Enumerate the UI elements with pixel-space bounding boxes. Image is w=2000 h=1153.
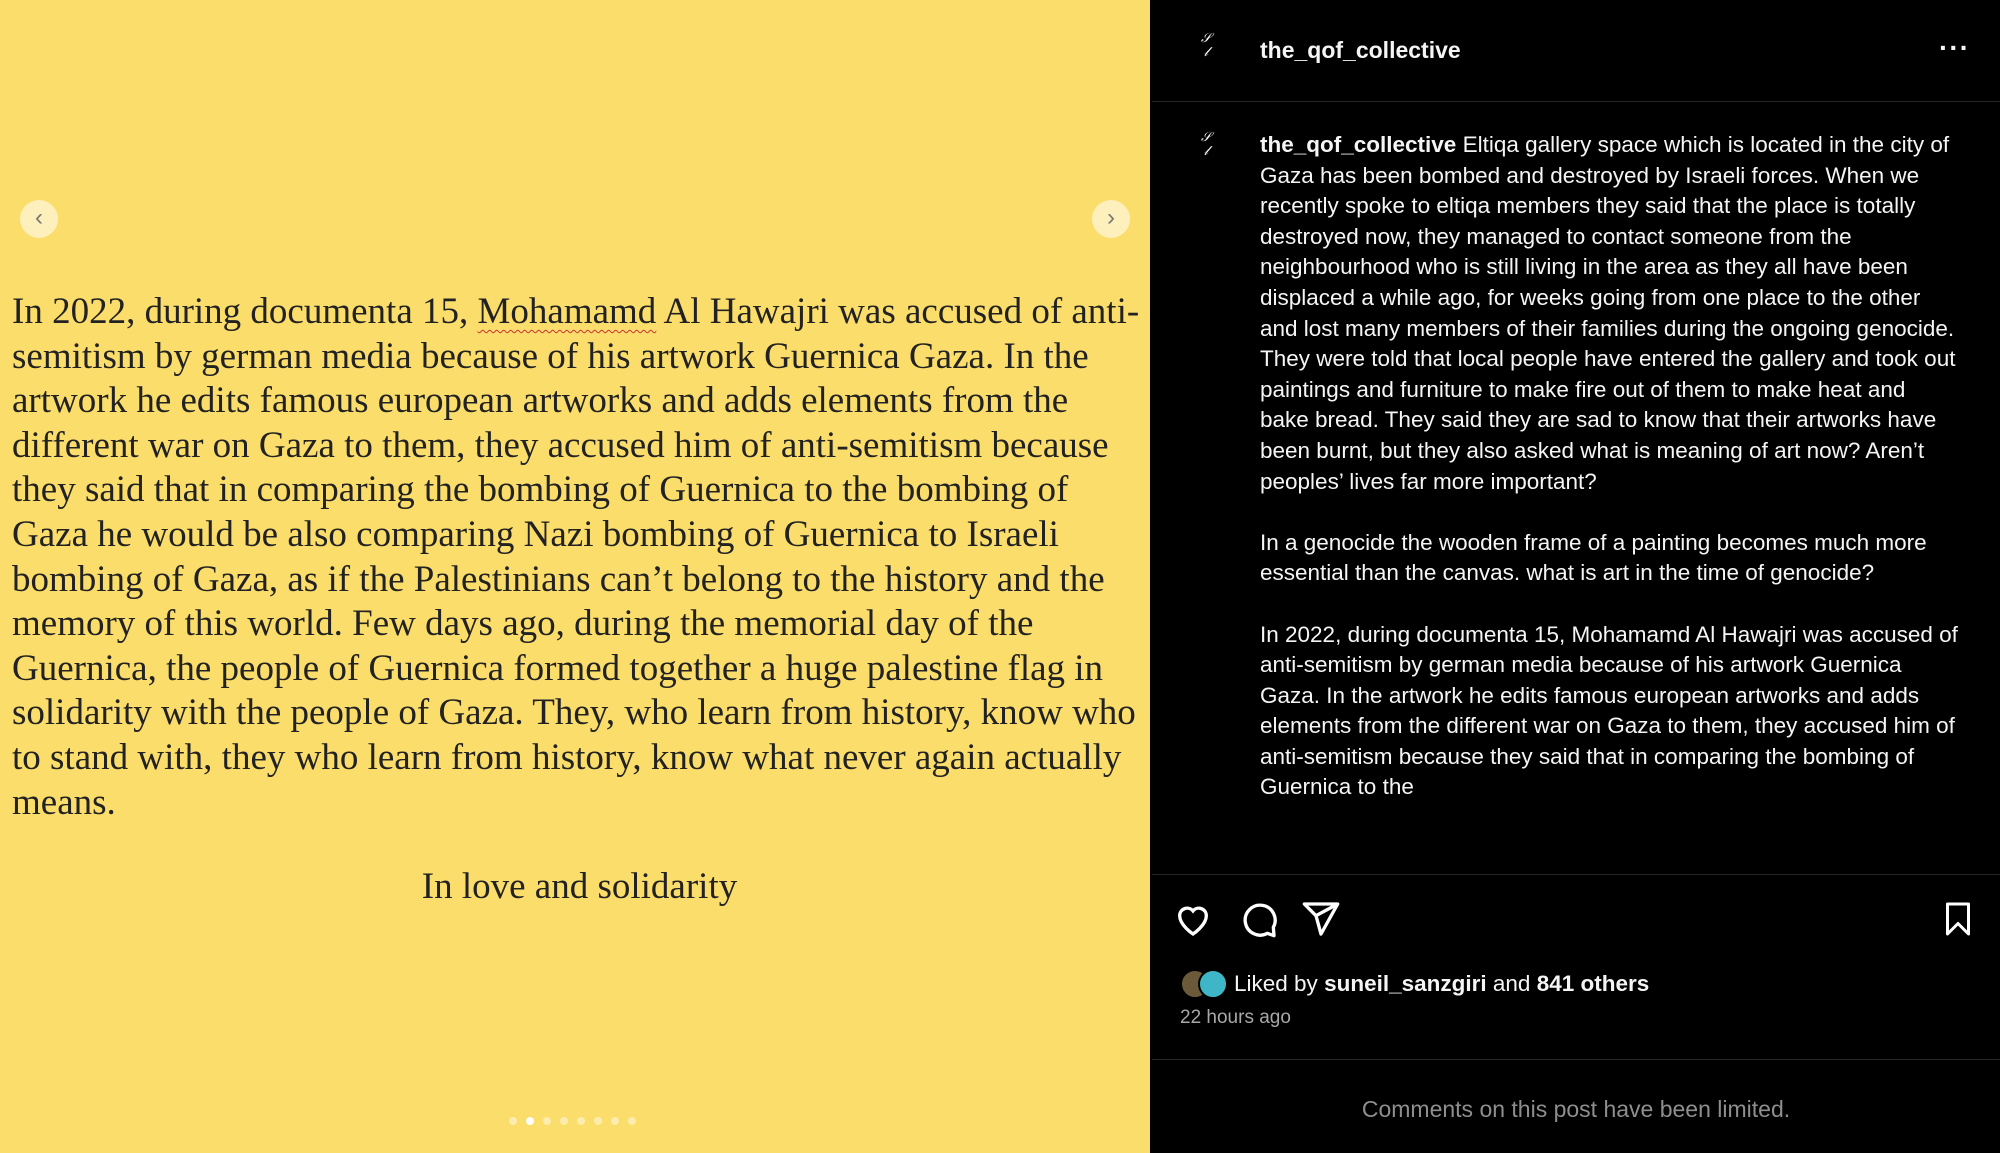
- post-timestamp[interactable]: 22 hours ago: [1180, 1007, 1291, 1028]
- slide-text-misspelled: Mohamamd: [477, 291, 657, 332]
- caption-username[interactable]: the_qof_collective: [1260, 132, 1457, 157]
- next-slide-button[interactable]: ›: [1092, 200, 1130, 238]
- caption-paragraph: Eltiqa gallery space which is located in the city of Gaza has been bombed and destroyed by Israeli forces. When we recently spoke to eltiqa members they said that the place is totally destroyed now, they managed to contact someone from the neighbourhood who is still living in the area as they all have been displaced a while ago, for weeks going from one place to the other and lost many members of their families during the ongoing genocide. They were told that local people have entered the gallery and took out paintings and furniture to make fire out of them to make heat and bake bread. They said they are sad to know that their artworks have been burnt, but they also asked what is meaning of art now? Aren’t peoples’ lives far more important?: [1260, 132, 1956, 494]
- bookmark-icon[interactable]: [1940, 899, 1976, 939]
- slide-text: [12, 290, 1147, 825]
- comment-icon[interactable]: [1238, 899, 1280, 939]
- caption-avatar[interactable]: 𝒮 𝓁: [1200, 130, 1212, 158]
- previous-slide-button[interactable]: ‹: [20, 200, 58, 238]
- header-username[interactable]: the_qof_collective: [1260, 37, 1461, 63]
- slide-dot: [543, 1117, 551, 1125]
- slide-text-part: In 2022, during documenta 15,: [12, 291, 478, 332]
- likes-summary: [1180, 969, 1649, 999]
- caption: [1186, 130, 1980, 864]
- likes-mid: and: [1492, 971, 1531, 996]
- slide-dot: [509, 1117, 517, 1125]
- liked-by-user-link[interactable]: suneil_sanzgiri: [1324, 971, 1487, 996]
- slide-dot: [560, 1117, 568, 1125]
- caption-text: [1260, 130, 1960, 864]
- liker-avatar: [1198, 969, 1228, 999]
- likes-prefix: Liked by: [1234, 971, 1318, 996]
- post-side-panel: [1152, 0, 2000, 1153]
- action-bar: [1152, 874, 2000, 1059]
- post-header: [1152, 0, 2000, 102]
- caption-paragraph: In 2022, during documenta 15, Mohamamd Al Hawajri was accused of anti-semitism by german media because of his artwork Guernica Gaza. In the artwork he edits famous european artworks and adds elements from the different war on Gaza to them, they accused him of anti-semitism because they said that in comparing the bombing of Guernica to the: [1260, 621, 1958, 800]
- more-options-icon[interactable]: ···: [1939, 32, 1970, 63]
- slide-dot: [594, 1117, 602, 1125]
- slide-dot: [628, 1117, 636, 1125]
- slide-text-part: Al Hawajri was accused of anti-semitism by german media because of his artwork Guernica Gaza. In the artwork he edits famous european artworks and adds elements from the different war on Gaza to them, they accused him of anti-semitism because they said that in comparing the bombing of Guernica to the bombing of Gaza he would be also comparing Nazi bombing of Guernica to Israeli bombing of Gaza, as if the Palestinians can’t belong to the history and the memory of this world. Few days ago, during the memorial day of the Guernica, the people of Guernica formed together a huge palestine flag in solidarity with the people of Gaza. They, who learn from history, know who to stand with, they who learn from history, know what never again actually means.: [12, 291, 1140, 823]
- profile-avatar[interactable]: 𝒮 𝓁: [1200, 29, 1212, 59]
- comments-limited-notice: Comments on this post have been limited.: [1152, 1059, 2000, 1153]
- slide-indicator: [509, 1117, 636, 1125]
- share-send-icon[interactable]: [1300, 899, 1342, 939]
- like-heart-icon[interactable]: [1172, 899, 1214, 939]
- slide-dot: [526, 1117, 534, 1125]
- slide-content: [12, 290, 1147, 910]
- caption-paragraph: In a genocide the wooden frame of a painting becomes much more essential than the canvas. what is art in the time of genocide?: [1260, 529, 1927, 586]
- likes-count-link[interactable]: 841 others: [1536, 971, 1650, 996]
- slide-dot: [577, 1117, 585, 1125]
- slide-closing: In love and solidarity: [421, 866, 738, 908]
- slide-dot: [611, 1117, 619, 1125]
